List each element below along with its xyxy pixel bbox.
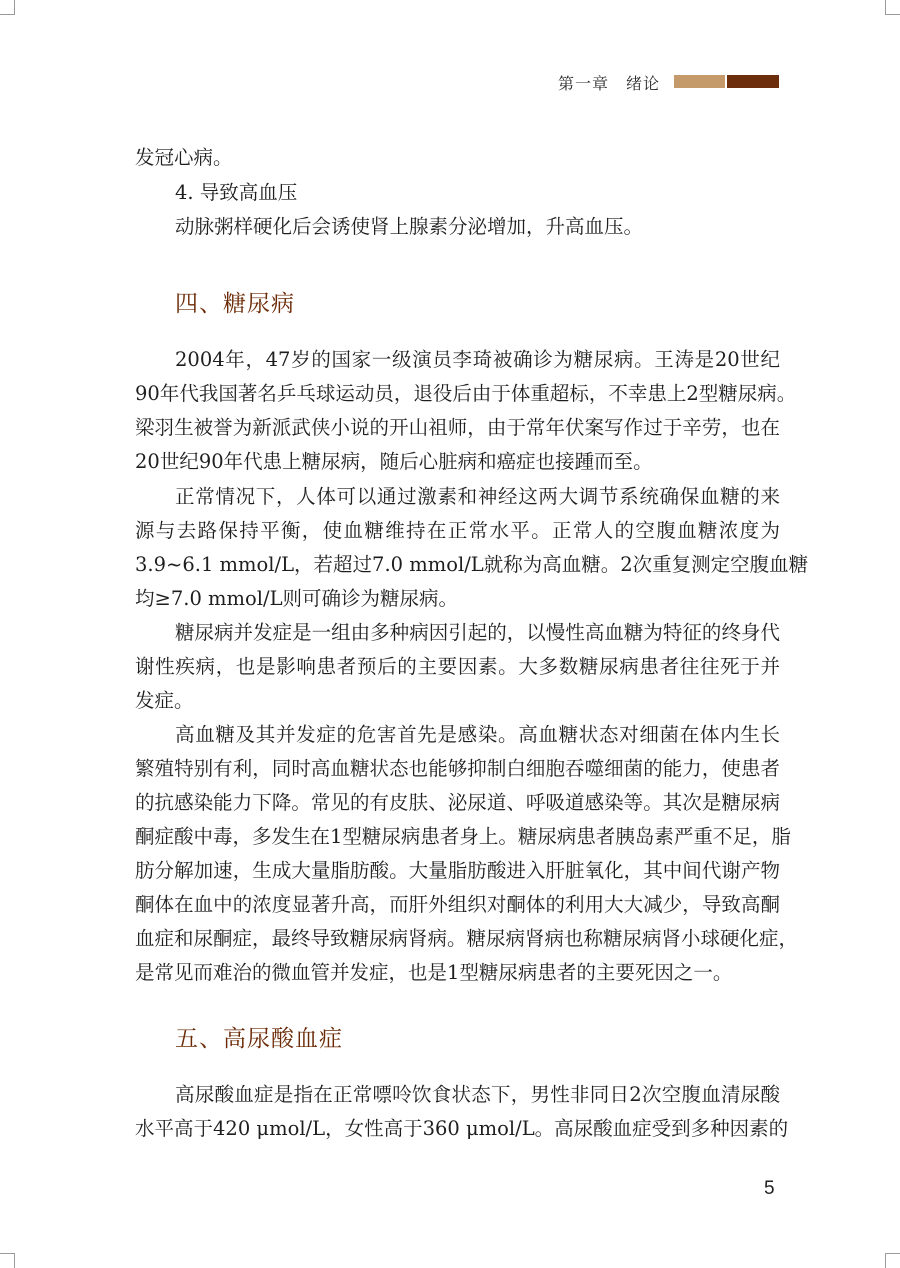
crop-mark-bottom-left [0, 1253, 15, 1268]
paragraph-line: 是常见而难治的微血管并发症，也是1型糖尿病患者的主要死因之一。 [135, 961, 733, 984]
paragraph-line: 正常情况下，人体可以通过激素和神经这两大调节系统确保血糖的来 [175, 485, 780, 508]
paragraph-line: 繁殖特别有利，同时高血糖状态也能够抑制白细胞吞噬细菌的能力，使患者 [135, 757, 780, 780]
chapter-title: 第一章 绪论 [558, 74, 661, 93]
paragraph-line: 3.9~6.1 mmol/L，若超过7.0 mmol/L就称为高血糖。2次重复测定空腹血糖 [135, 553, 809, 576]
paragraph-line: 2004年，47岁的国家一级演员李琦被确诊为糖尿病。王涛是20世纪 [175, 348, 780, 371]
paragraph-line: 肪分解加速，生成大量脂肪酸。大量脂肪酸进入肝脏氧化，其中间代谢产物 [135, 859, 780, 882]
paragraph-line: 的抗感染能力下降。常见的有皮肤、泌尿道、呼吸道感染等。其次是糖尿病 [135, 791, 780, 814]
paragraph-line: 酮症酸中毒，多发生在1型糖尿病患者身上。糖尿病患者胰岛素严重不足，脂 [135, 825, 791, 848]
section-heading-hyperuricemia: 五、高尿酸血症 [175, 1026, 343, 1052]
paragraph-line: 高血糖及其并发症的危害首先是感染。高血糖状态对细菌在体内生长 [175, 723, 780, 746]
paragraph-line: 高尿酸血症是指在正常嘌呤饮食状态下，男性非同日2次空腹血清尿酸 [175, 1083, 780, 1106]
paragraph-line: 糖尿病并发症是一组由多种病因引起的，以慢性高血糖为特征的终身代 [175, 621, 780, 644]
running-header [540, 70, 780, 94]
subheading-line: 4. 导致高血压 [175, 181, 298, 204]
paragraph-line: 梁羽生被誉为新派武侠小说的开山祖师，由于常年伏案写作过于辛劳，也在 [135, 416, 780, 439]
paragraph-line: 90年代我国著名乒乓球运动员，退役后由于体重超标，不幸患上2型糖尿病。 [135, 382, 797, 405]
body-line: 动脉粥样硬化后会诱使肾上腺素分泌增加，升高血压。 [175, 215, 644, 238]
header-bar-dark [727, 75, 779, 88]
paragraph-line: 源与去路保持平衡，使血糖维持在正常水平。正常人的空腹血糖浓度为 [135, 519, 780, 542]
paragraph-line: 酮体在血中的浓度显著升高，而肝外组织对酮体的利用大大减少，导致高酮 [135, 893, 780, 916]
section-heading-diabetes: 四、糖尿病 [175, 291, 295, 317]
paragraph-line: 谢性疾病，也是影响患者预后的主要因素。大多数糖尿病患者往往死于并 [135, 655, 780, 678]
crop-mark-bottom-right [885, 1253, 900, 1268]
body-line: 发冠心病。 [135, 146, 233, 169]
header-bar-light [674, 75, 725, 88]
crop-mark-top-left [0, 0, 15, 15]
page-number: 5 [764, 1178, 775, 1199]
paragraph-line: 均≥7.0 mmol/L则可确诊为糖尿病。 [135, 587, 459, 610]
paragraph-line: 20世纪90年代患上糖尿病，随后心脏病和癌症也接踵而至。 [135, 450, 653, 473]
paragraph-line: 水平高于420 μmol/L，女性高于360 μmol/L。高尿酸血症受到多种因素的 [135, 1117, 789, 1140]
paragraph-line: 发症。 [135, 689, 194, 712]
crop-mark-top-right [885, 0, 900, 15]
paragraph-line: 血症和尿酮症，最终导致糖尿病肾病。糖尿病肾病也称糖尿病肾小球硬化症， [135, 927, 799, 950]
